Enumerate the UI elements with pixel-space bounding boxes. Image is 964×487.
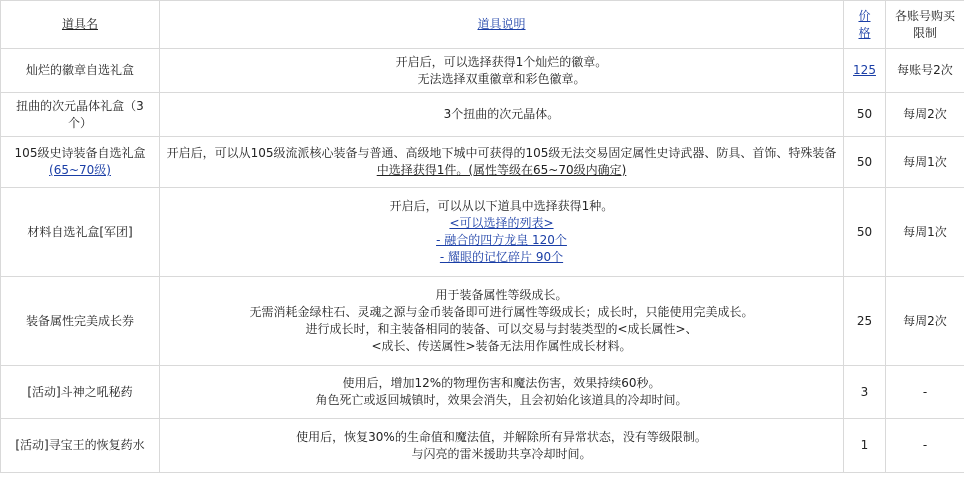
header-price[interactable]: 价 格: [844, 1, 886, 49]
table-row: [1, 366, 964, 419]
item-name-link[interactable]: (65~70级): [49, 163, 111, 177]
item-limit: 每周1次: [886, 137, 964, 188]
item-name: 扭曲的次元晶体礼盒（3 个）: [1, 93, 160, 137]
table-row: [1, 93, 964, 137]
item-name: 105级史诗装备自选礼盒 (65~70级): [1, 137, 160, 188]
item-limit: 每周2次: [886, 93, 964, 137]
table-row: [1, 49, 964, 93]
table-row: [1, 188, 964, 277]
list-item-link[interactable]: - 融合的四方龙皇 120个: [436, 233, 567, 247]
item-limit: 每周2次: [886, 277, 964, 366]
item-name: 材料自选礼盒[军团]: [1, 188, 160, 277]
item-price: 50: [844, 137, 886, 188]
item-name: 灿烂的徽章自选礼盒: [1, 49, 160, 93]
item-limit: -: [886, 366, 964, 419]
item-price[interactable]: 125: [844, 49, 886, 93]
item-limit: -: [886, 419, 964, 473]
table-header-row: [1, 1, 964, 49]
item-price: 3: [844, 366, 886, 419]
table-row: [1, 419, 964, 473]
item-name: [活动]寻宝王的恢复药水: [1, 419, 160, 473]
item-name: 装备属性完美成长券: [1, 277, 160, 366]
header-name: 道具名: [1, 1, 160, 49]
item-description: 开启后，可以从以下道具中选择获得1种。 <可以选择的列表> - 融合的四方龙皇 120个 - 耀眼的记忆碎片 90个: [160, 188, 844, 277]
table-row: [1, 137, 964, 188]
header-limit: 各账号购买 限制: [886, 1, 964, 49]
item-description: 使用后，增加12%的物理伤害和魔法伤害，效果持续60秒。 角色死亡或返回城镇时，效果会消失，且会初始化该道具的冷却时间。: [160, 366, 844, 419]
item-price: 25: [844, 277, 886, 366]
list-item-link[interactable]: - 耀眼的记忆碎片 90个: [439, 250, 564, 264]
table-row: [1, 277, 964, 366]
item-description: 用于装备属性等级成长。 无需消耗金绿柱石、灵魂之源与金币装备即可进行属性等级成长；成长时，只能使用完美成长。 进行成长时，和主装备相同的装备、可以交易与封装类型的<成长属性>、 <成长、传送属性>装备无法用作属性成长材料。: [160, 277, 844, 366]
item-description: 3个扭曲的次元晶体。: [160, 93, 844, 137]
item-price: 50: [844, 188, 886, 277]
selectable-list-link[interactable]: <可以选择的列表>: [449, 216, 554, 230]
item-description: 开启后，可以选择获得1个灿烂的徽章。 无法选择双重徽章和彩色徽章。: [160, 49, 844, 93]
item-price: 50: [844, 93, 886, 137]
item-description: 开启后，可以从105级流派核心装备与普通、高级地下城中可获得的105级无法交易固定属性史诗武器、防具、首饰、特殊装备 中选择获得1件。(属性等级在65~70级内确定): [160, 137, 844, 188]
item-description: 使用后，恢复30%的生命值和魔法值，并解除所有异常状态，没有等级限制。 与闪亮的雷米援助共享冷却时间。: [160, 419, 844, 473]
item-price: 1: [844, 419, 886, 473]
item-limit: 每周1次: [886, 188, 964, 277]
item-name: [活动]斗神之吼秘药: [1, 366, 160, 419]
header-desc[interactable]: 道具说明: [160, 1, 844, 49]
item-description-link[interactable]: 中选择获得1件。(属性等级在65~70级内确定): [376, 163, 627, 177]
item-limit: 每账号2次: [886, 49, 964, 93]
